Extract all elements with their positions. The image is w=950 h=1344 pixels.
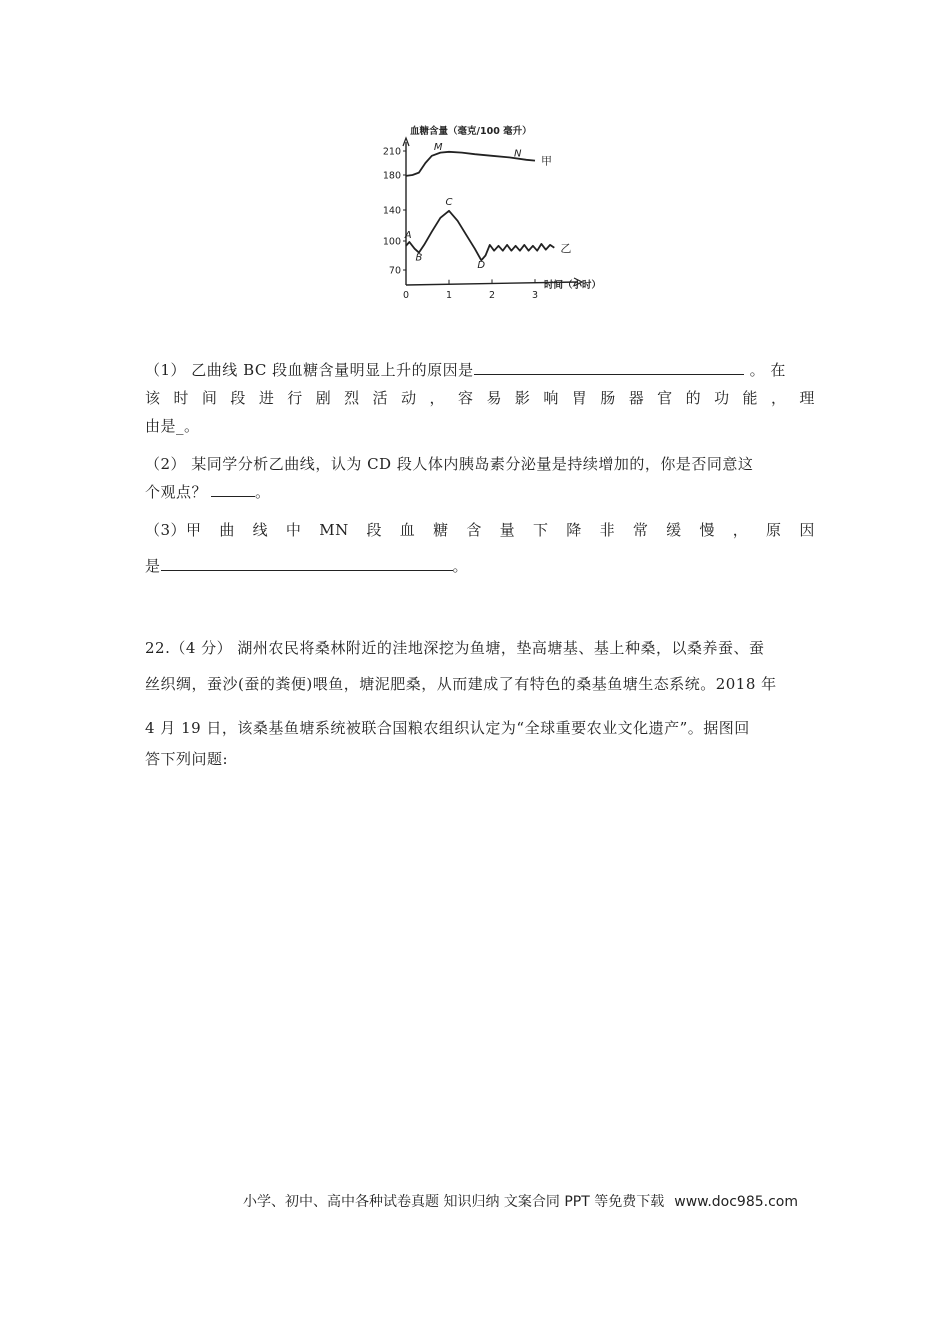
blood-sugar-chart xyxy=(378,118,618,300)
q3-line1-char: 缓 xyxy=(666,521,682,539)
q1-line2-char: 活 xyxy=(372,389,389,407)
q3-prefix: 是 xyxy=(145,557,161,575)
point-label: B xyxy=(415,252,423,264)
footer-site-link[interactable]: www.doc985.com xyxy=(674,1194,798,1210)
y-tick-label: 180 xyxy=(382,170,401,182)
q1-line2-char: 肠 xyxy=(600,389,616,407)
point-label: M xyxy=(433,142,443,154)
x-axis-label: 时间（小时） xyxy=(544,280,602,291)
q1-line2-char: 剧 xyxy=(315,389,332,407)
q1-line2-char: 官 xyxy=(657,389,673,407)
q1-line2-char: ， xyxy=(429,389,446,407)
q3-line1-char: 常 xyxy=(632,521,649,539)
q1-line2-char: 进 xyxy=(258,389,275,407)
q1-answer-blank[interactable] xyxy=(474,358,744,375)
q3-line1-char: （3）甲 xyxy=(145,521,202,539)
q3-line-1 xyxy=(145,516,815,544)
y-axis-label: 血糖含量（毫克/100 毫升） xyxy=(410,126,532,137)
q1-line2-char: 行 xyxy=(287,389,303,407)
q2-suffix: 。 xyxy=(255,483,271,501)
q1-line2-char: 该 xyxy=(145,389,161,407)
series-label: 乙 xyxy=(560,241,572,255)
q3-line1-char: 段 xyxy=(366,521,382,539)
q22-line-1: 22.（4 分） 湖州农民将桑林附近的洼地深挖为鱼塘，垫高塘基、基上种桑，以桑养蚕、蚕 xyxy=(145,639,765,657)
q3-line1-char: 中 xyxy=(285,521,302,539)
q1-prefix: （1） 乙曲线 BC 段血糖含量明显上升的原因是 xyxy=(145,361,474,379)
q1-line-3: 由是_。 xyxy=(145,417,200,435)
y-tick-label: 140 xyxy=(382,205,401,217)
question-1 xyxy=(145,356,815,440)
q3-line1-char: 曲 xyxy=(219,521,235,539)
y-tick-label: 100 xyxy=(382,236,401,248)
footer xyxy=(243,1191,798,1211)
q1-line2-char: ， xyxy=(770,389,787,407)
q1-line2-char: 功 xyxy=(714,389,730,407)
x-tick-label: 3 xyxy=(531,290,539,300)
q22-line-3: 4 月 19 日，该桑基鱼塘系统被联合国粮农组织认定为“全球重要农业文化遗产”。据图回 xyxy=(145,719,750,737)
q1-line2-char: 段 xyxy=(230,389,246,407)
q22-line-4: 答下列问题: xyxy=(145,750,229,768)
x-tick-label: 1 xyxy=(445,290,453,300)
q1-line-1 xyxy=(145,356,815,384)
q3-line1-char: 糖 xyxy=(433,521,449,539)
question-2 xyxy=(145,450,815,506)
q3-line1-char: 慢 xyxy=(699,521,715,539)
q1-line2-char: 间 xyxy=(201,389,218,407)
q3-line1-char: 非 xyxy=(599,521,616,539)
point-label: A xyxy=(404,229,412,241)
q3-line-2 xyxy=(145,552,815,580)
q1-line2-char: 容 xyxy=(457,389,474,407)
x-tick-label: 0 xyxy=(402,290,410,300)
q3-line1-char: 含 xyxy=(466,521,482,539)
point-label: D xyxy=(477,260,486,272)
series-line-yi xyxy=(406,211,554,260)
point-label: N xyxy=(514,148,522,160)
series-label: 甲 xyxy=(541,154,552,168)
q1-after-blank: 。 在 xyxy=(749,361,786,379)
y-tick-label: 70 xyxy=(388,265,401,277)
q3-line1-char: MN xyxy=(319,521,349,539)
footer-text: 小学、初中、高中各种试卷真题 知识归纳 文案合同 PPT 等免费下载 xyxy=(243,1194,665,1210)
q2-line-1: （2） 某同学分析乙曲线，认为 CD 段人体内胰岛素分泌量是持续增加的，你是否同意这 xyxy=(145,455,754,473)
q1-line2-char: 响 xyxy=(543,389,559,407)
q3-line1-char: 下 xyxy=(532,521,549,539)
q1-line2-char: 烈 xyxy=(344,389,360,407)
q1-line2-char: 器 xyxy=(628,389,645,407)
q3-line1-char: 原 xyxy=(766,521,782,539)
q1-line2-char: 能 xyxy=(742,389,759,407)
q3-line1-char: ， xyxy=(732,521,749,539)
q1-line2-char: 的 xyxy=(685,389,702,407)
q3-answer-blank[interactable] xyxy=(161,554,453,571)
q1-line-2 xyxy=(145,384,815,412)
q1-line2-char: 时 xyxy=(173,389,189,407)
y-tick-label: 210 xyxy=(382,146,401,158)
point-label: C xyxy=(445,196,453,208)
x-tick-label: 2 xyxy=(488,290,496,300)
q3-line1-char: 量 xyxy=(499,521,516,539)
q2-prefix: 个观点？ xyxy=(145,483,208,501)
q1-line2-char: 胃 xyxy=(571,389,588,407)
q3-suffix: 。 xyxy=(452,557,469,575)
question-22 xyxy=(145,630,815,772)
q1-line2-char: 动 xyxy=(401,389,417,407)
q3-line1-char: 降 xyxy=(566,521,582,539)
q3-line1-char: 因 xyxy=(799,521,815,539)
question-3 xyxy=(145,516,815,580)
q2-line-2 xyxy=(145,478,815,506)
q1-line2-char: 易 xyxy=(486,389,502,407)
q3-line1-char: 血 xyxy=(399,521,416,539)
q3-line1-char: 线 xyxy=(252,521,269,539)
q2-answer-blank[interactable] xyxy=(211,480,255,497)
q22-line-2: 丝织绸，蚕沙(蚕的粪便)喂鱼，塘泥肥桑，从而建成了有特色的桑基鱼塘生态系统。2018 年 xyxy=(145,675,777,693)
q1-line2-char: 影 xyxy=(514,389,531,407)
q1-line2-char: 理 xyxy=(799,389,815,407)
